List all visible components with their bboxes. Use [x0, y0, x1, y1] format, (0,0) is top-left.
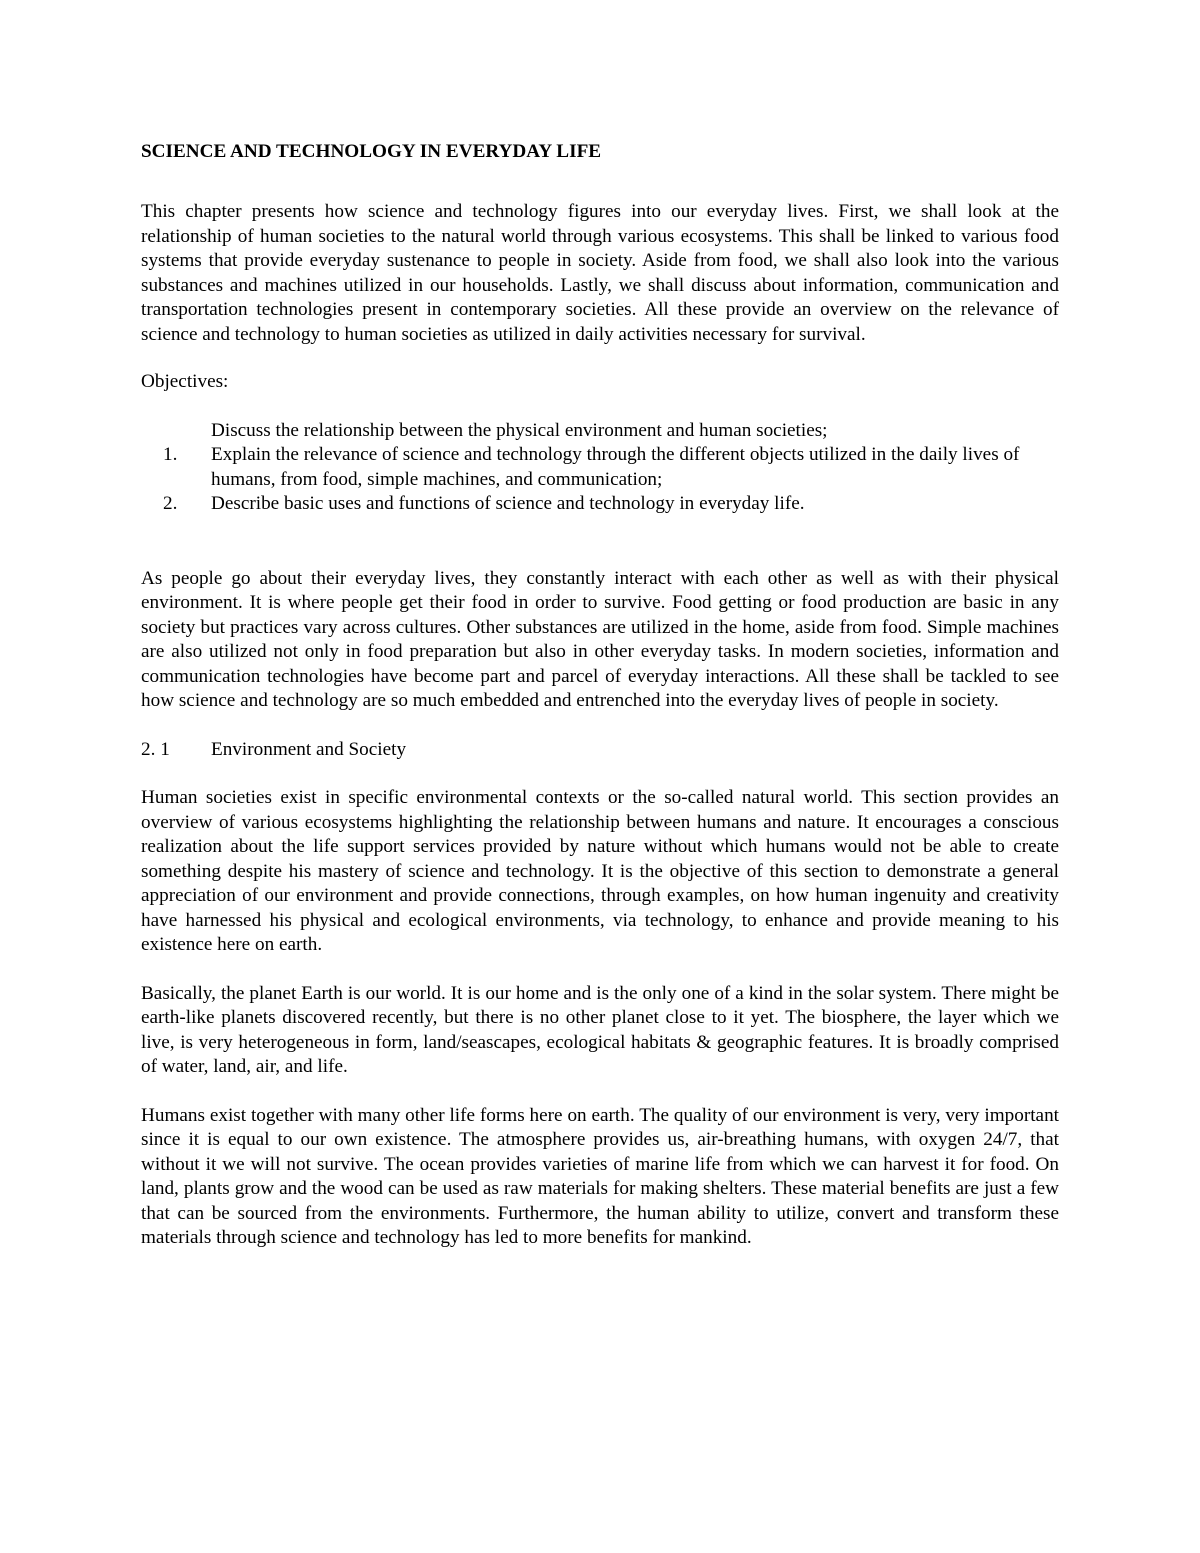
objective-number: 1. [163, 444, 178, 465]
objective-item [141, 419, 1059, 444]
objective-item [141, 443, 1059, 492]
objective-number: 2. [163, 493, 178, 514]
body-paragraph: Basically, the planet Earth is our world. It is our home and is the only one of a kind in the solar system. There might be earth-like planets discovered recently, but there is no other planet close to it yet. The biosphere, the layer which we live, is very heterogeneous in form, land/seascapes, ecological habitats & geographic features. It is broadly comprised of water, land, air, and life. [141, 982, 1059, 1077]
objectives-label: Objectives: [141, 371, 229, 392]
overview-paragraph: As people go about their everyday lives, they constantly interact with each other as well as with their physical environment. It is where people get their food in order to survive. Food getting or food production are basic in any society but practices vary across cultures. Other substances are utilized in the home, aside from food. Simple machines are also utilized not only in food preparation but also in other everyday tasks. In modern societies, information and communication technologies have become part and parcel of everyday interactions. All these shall be tackled to see how science and technology are so much embedded and entrenched into the everyday lives of people in society. [141, 567, 1059, 711]
body-paragraph: Humans exist together with many other life forms here on earth. The quality of our environment is very, very important since it is equal to our own existence. The atmosphere provides us, air-breathing humans, with oxygen 24/7, that without it we will not survive. The ocean provides varieties of marine life from which we can harvest it for food. On land, plants grow and the wood can be used as raw materials for making shelters. These material benefits are just a few that can be sourced from the environments. Furthermore, the human ability to utilize, convert and transform these materials through science and technology has led to more benefits for mankind. [141, 1104, 1059, 1248]
document-body [141, 140, 1059, 1275]
document-title: SCIENCE AND TECHNOLOGY IN EVERYDAY LIFE [141, 141, 602, 162]
section-number: 2. 1 [141, 738, 170, 760]
section-title: Environment and Society [211, 738, 407, 760]
section-heading [141, 738, 1059, 763]
objective-item [141, 492, 1059, 517]
objective-text: Describe basic uses and functions of science and technology in everyday life. [211, 493, 805, 514]
objectives-list [141, 419, 1059, 517]
body-paragraph: Human societies exist in specific environmental contexts or the so-called natural world. This section provides an overview of various ecosystems highlighting the relationship between humans and nature. It encourages a conscious realization about the life support services provided by nature without which humans would not be able to create something despite his mastery of science and technology. It is the objective of this section to demonstrate a general appreciation of our environment and provide connections, through examples, on how human ingenuity and creativity have harnessed his physical and ecological environments, via technology, to enhance and provide meaning to his existence here on earth. [141, 787, 1059, 955]
objective-text: Discuss the relationship between the physical environment and human societies; [211, 419, 828, 441]
intro-paragraph: This chapter presents how science and technology figures into our everyday lives. First, we shall look at the relationship of human societies to the natural world through various ecosystems. This shall be linked to various food systems that provide everyday sustenance to people in society. Aside from food, we shall also look into the various substances and machines utilized in our households. Lastly, we shall discuss about information, communication and transportation technologies present in contemporary societies. All these provide an overview on the relevance of science and technology to human societies as utilized in daily activities necessary for survival. [141, 201, 1059, 345]
objective-text: Explain the relevance of science and technology through the different objects utilized in the daily lives of humans, from food, simple machines, and communication; [211, 444, 1020, 490]
